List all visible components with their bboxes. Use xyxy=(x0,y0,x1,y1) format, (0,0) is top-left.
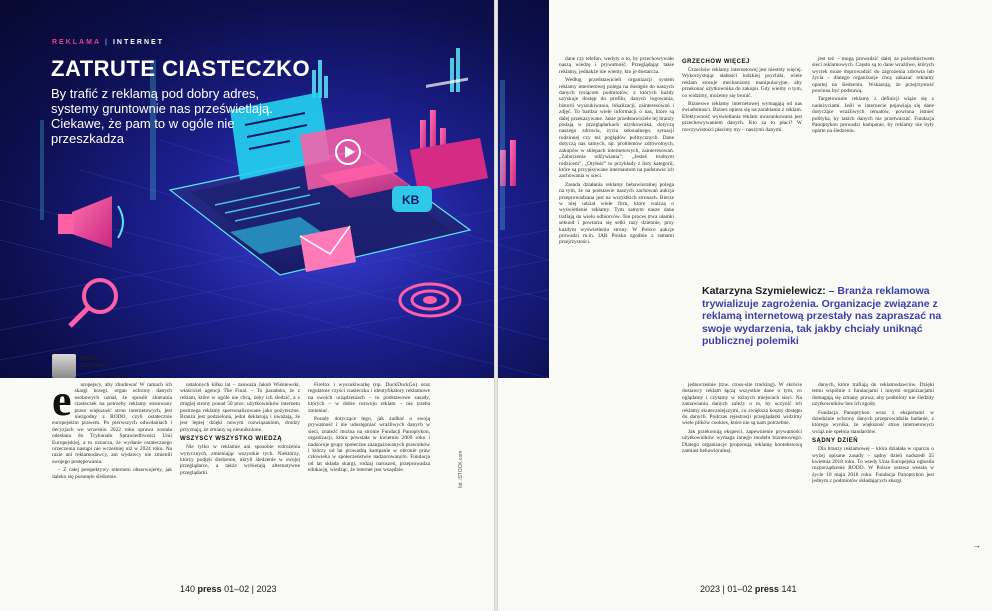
paragraph: Jak przekonują eksperci, zapewnienie prywatności użytkowników wymaga innego modelu biznesowego. Dlatego organizacje proponują reklamę kontekstową zamiast behawioralnej. xyxy=(682,428,802,455)
page-gutter xyxy=(494,0,498,611)
page-number-right: 141 xyxy=(781,584,797,594)
badge-text: KB xyxy=(402,193,420,207)
magnifier-icon xyxy=(70,280,116,326)
paragraph: jednocześnie (tzw. cross-site tracking). W skrócie dostawcy reklam łączą wszystkie dane o tym, co oglądamy i czytamy w różnych miejscach sieci. Na zamawianiu danych zależy o to, by uczynić ich reklamy skuteczniejszymi, co zwiększa koszty dostępu do danych. Podczas rejestracji przeglądarki widzimy wiele plików cookies, które nie są nam potrzebne. xyxy=(682,382,802,427)
subheading: WSZYSCY WSZYSTKO WIEDZĄ xyxy=(180,436,283,443)
right-column-3 xyxy=(812,56,934,278)
paragraph: danych, które trafiają do reklamodawców. Dzięki temu wspólnie z fundacjami i innymi organizacjami domagają się zmiany prawa, aby podmioty nie śledziły użytkowników bez ich zgody. xyxy=(812,382,934,408)
brand-right: press xyxy=(754,584,779,594)
article-lead: By trafić z reklamą pod dobry adres, systemy gruntownie nas prześwietlają. Ciekawe, że pam to w ogóle nie przeszkadza xyxy=(51,86,273,146)
paragraph: Nie tylko w reklamie ani sposobie wdrożenia wytycznych, zmieniając wszystkie tych. Niektórzy, którzy podjęli śledzenie, ukryli śledzenie w swojej przeglądarce, a także wybierają alternatywne przeglądarki. xyxy=(180,444,300,476)
article-title: ZATRUTE CIASTECZKO xyxy=(51,56,311,81)
paragraph: Grzechów reklamy internetowej jest niestety więcej. Wykorzystując słabości ludzkiej psychiki, wiele reklam stosuje mechanizmy manipulacyjne, aby przekonać użytkownika do zakupu. Gdy wiemy o tym, co widzimy, możemy się bronić. xyxy=(682,67,802,99)
brand-left: press xyxy=(197,584,222,594)
paragraph: Targetowanie reklamy z definicji wiąże się z nadużyciami. Jeśli w internecie pojawiają się dane dotyczące wrażliwych tematów, powinna istnieć polityka, by takich danych nie przetwarzać. Fundacja Panoptykon prowadzi kampanie, by reklamy nie były oparte na śledzeniu. xyxy=(812,96,934,135)
bar-chart-deco xyxy=(312,48,460,98)
author-byline xyxy=(80,356,109,370)
left-column-3 xyxy=(308,382,430,578)
right-column-2 xyxy=(682,56,802,278)
paragraph: jest też – mogą prowadzić dalej za pośrednictwem sieci reklamowych. Często są to dane wrażliwe, których wyciek może doprowadzić do zagrożenia zdrowia lub życia – dlatego organizacje chcą zakazać reklamy opartej na śledzeniu. Wskazują, że przejrzystość powinna być podstawą. xyxy=(812,56,934,95)
continue-arrow-icon: → xyxy=(972,540,981,550)
kicker-topic: INTERNET xyxy=(112,39,164,46)
hero-illustration xyxy=(0,0,549,378)
right-column-5 xyxy=(812,382,934,578)
megaphone-icon xyxy=(58,196,123,248)
paragraph: ustalonych kilku lat – zauważa Jakub Wiśniewski, właściciel agencji The Final. – To paradoks, że z reklam, które w ogóle nie chcą, żeby ich śledzić, a z drugiej strony ponad 50 proc. użytkowników internetu postrzega reklamy spersonalizowane jako pożyteczne. Branża jest podzielona, jedni deklarują i uważają, że jest lepiej dzięki nowym rozwiązaniom, drudzy przyznają, że zmiany są nieuniknione. xyxy=(180,382,300,433)
subheading: SĄDNY DZIEŃ xyxy=(812,438,859,445)
paragraph: – Z całej perspektywy internetu obserwujemy, jak daleko się posunęło śledzenie. xyxy=(52,467,172,480)
kb-badge xyxy=(392,186,432,212)
left-column-2 xyxy=(180,382,300,578)
author-avatar xyxy=(52,354,76,378)
author-first-name: PIOTR xyxy=(80,356,98,362)
paragraph: Bizneswe reklamy internetowej wymagają od nas świadomości. Biznes opiera się na zarabianiu z reklam. Efektywność wyświetlania reklam uwarunkowana jest przechowywaniem danych. Kto za to płaci? W rzeczywistości płacimy my – naszymi danymi. xyxy=(682,101,802,133)
issue-left: 01–02 | 2023 xyxy=(224,584,277,594)
left-column-1 xyxy=(52,382,172,578)
footer-right xyxy=(700,584,796,594)
issue-right: 2023 | 01–02 xyxy=(700,584,753,594)
paragraph: Według przedstawicieli organizacji system reklamy internetowej polega na dostępie do naszych danych tysiącom podmiotów, z których każdy uzyskuje dostęp do profilu, danych logowania, historii wyszukiwania, lokalizacji, zainteresowań i zdjęć. To bardzo wiele informacji o nas, które są dalej przekazywane. Jakie przedstawiciele tej branży podają w przeglądarkach użytkownika, dotyczą naszego zdrowia, życia seksualnego, sytuacji rodzinnej czy też poglądów politycznych. Dane dotyczą nas samych, np. problemów zdrowotnych, zakupów w sklepach internetowych, zainteresowań. „Zaburzenia odżywiania”, „Jesteś trudnym rodzicem”, „Otyłość” to przykłady z listy kategorii, które są przypisywane internautom na podstawie ich zachowania w sieci. xyxy=(559,77,674,180)
right-column-1 xyxy=(559,56,674,576)
dropcap: e xyxy=(52,382,72,425)
paragraph: Fundacja Panoptykon wraz z ekspertami w dziedzinie ochrony danych przeprowadziła badanie, z którego wynika, że większość stron internetowych wciąż nie spełnia standardów. xyxy=(812,409,934,435)
paragraph: Firefox i wyszukiwarkę (np. DuckDuckGo) oraz regularnie czyści ciasteczka i identyfikatory reklamowe na swoich urządzeniach – to podstawowe zasady, których – w dobie rozwoju reklam – nie trzeba zmieniać. xyxy=(308,382,430,414)
paragraph: Porady dotyczące tego, jak zadbać o swoją prywatność i nie udostępniać wrażliwych danych w sieci, znaleźć można na stronie Fundacji Panoptykon, organizacji, która powstała w kwietniu 2009 roku i nadzoruje grupy społeczne zaangażowanych prawników i którzy od lat prowadzą kampanie w obronie praw człowieka w społeczeństwie nadzorowanym. Fundacja od lat składa skargi, rodzaj naruszeń, przeprowadza edukację, wiedząc, że internet jest wszędzie. xyxy=(308,416,430,474)
footer-left xyxy=(180,584,276,594)
quote-text: – Branża reklamowa trywializuje zagrożenia. Organizacje związane z reklamą internetową przestały nas zapraszać na swoje wydarzenia, tak jakby chciały uniknąć publicznej polemiki xyxy=(702,285,942,347)
paragraph: Dla branży reklamowej – która działała w oparciu o wyżej opisane zasady – sądny dzień nadszedł 25 kwietnia 2018 roku. To wtedy Unia Europejska ogłosiła rozporządzenie RODO. W Polsce ustawa weszła w życie 10 maja 2018 roku. Fundacja Panoptykon jest jednym z podmiotów składających skargi. xyxy=(812,446,934,485)
pull-quote xyxy=(702,285,952,348)
page-number-left: 140 xyxy=(180,584,196,594)
kicker-section: REKLAMA xyxy=(52,39,101,46)
quote-speaker: Katarzyna Szymielewicz: xyxy=(702,285,826,297)
paragraph: Zasada działania reklamy behawioralnej polega na tym, że na podstawie naszych zachowań aukcja przeprowadzana jest na wszystkich stronach. Bierze w niej udział wiele firm, które walczą o wyświetlenie reklamy. Tym samym nasze dane trafiają do wielu odbiorców. Ten proces trwa ułamki sekund i powtarza się setki razy dziennie, przy każdym wyświetleniu strony. W Polsce aukcje prowadzi m.in. IAB Polska zgodnie z ramami przejrzystości. xyxy=(559,181,674,246)
paragraph: uropejscy, aby zbudować W ramach ich skargi brzegi. organ ochrony danych osobowych uznał, że sposób zbierania ciasteczek na potrzeby reklamy stosowany przez większość stron internetowych, jest niezgodny z RODO, czyli ostatecznie europejskim prawem. Po pierwszych odwołaniach i decyzjach we wrześniu 2022 roku sprawa została odesłana do Trybunału Sprawiedliwości Unii Europejskiej, a to oznacza, że wydanie ostatecznego orzeczenia nastąpi nie wcześniej niż w 2024 roku. Na razie ani reklamodawcy, ani wydawcy nie zmienili swojego postępowania. xyxy=(52,382,172,465)
photo-credit: fot. iSTOCK.com xyxy=(458,450,464,488)
author-last-name: ZIELIŃSKI xyxy=(80,363,109,369)
section-kicker xyxy=(52,39,164,46)
kicker-separator: | xyxy=(105,39,109,46)
paragraph: dane czy telefon, wedyty o to, by przechowywało naszą wiedzę i prywatność. Przeglądając takie reklamy, jednakże nie wiemy, kto je dostarcza. xyxy=(559,56,674,75)
right-column-4 xyxy=(682,382,802,578)
subheading: GRZECHOW WIĘCEJ xyxy=(682,59,750,65)
